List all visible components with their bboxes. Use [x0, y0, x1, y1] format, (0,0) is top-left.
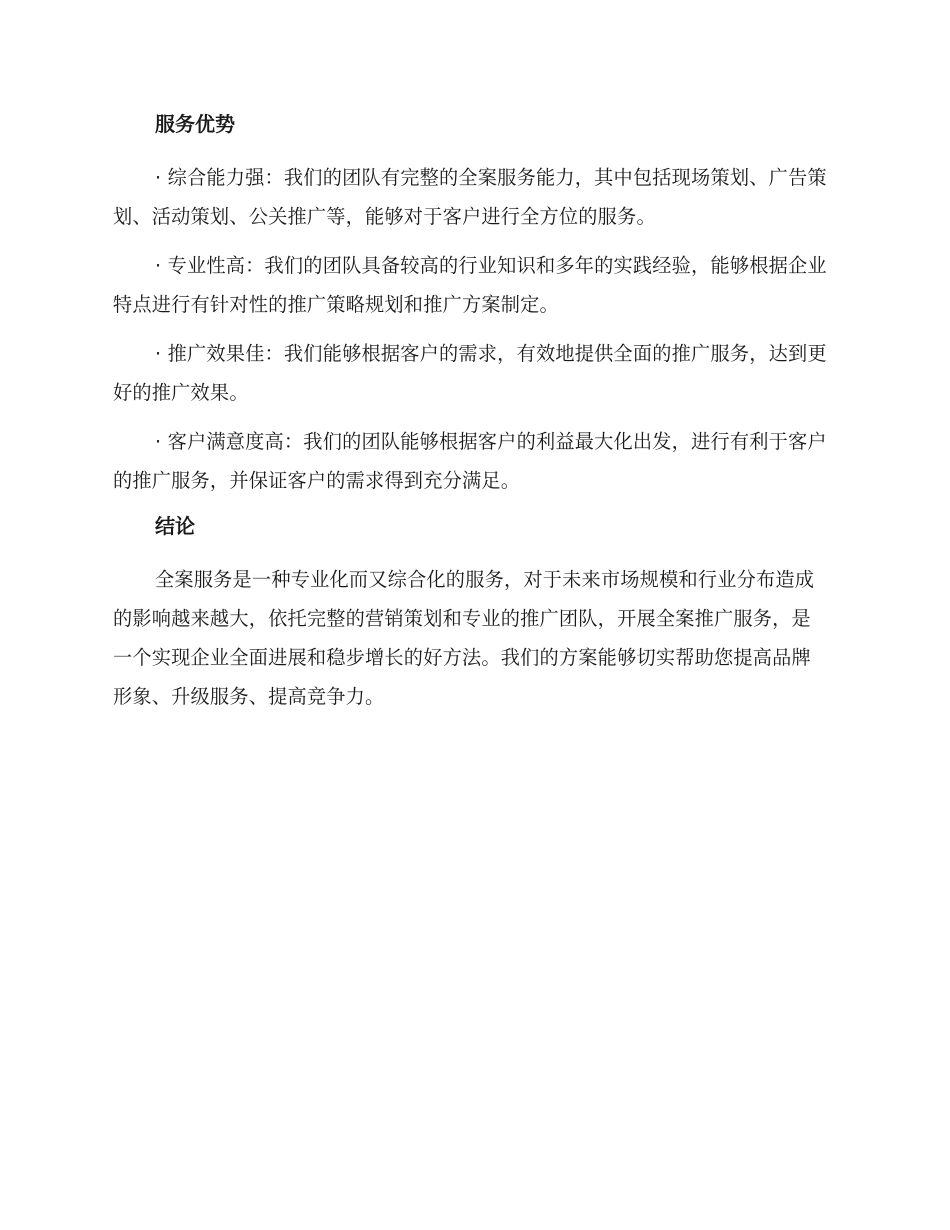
advantage-item-effect: · 推广效果佳：我们能够根据客户的需求，有效地提供全面的推广服务，达到更好的推广效果。: [113, 342, 827, 404]
conclusion-paragraph: 全案服务是一种专业化而又综合化的服务，对于未来市场规模和行业分布造成的影响越来越大，依托完整的营销策划和专业的推广团队，开展全案推广服务，是一个实现企业全面进展和稳步增长的好方法。我们的方案能够切实帮助您提高品牌形象、升级服务、提高竞争力。: [113, 568, 815, 708]
document-content: [113, 108, 829, 716]
section-heading-conclusion: 结论: [155, 514, 195, 538]
advantage-item-professional: · 专业性高：我们的团队具备较高的行业知识和多年的实践经验，能够根据企业特点进行有针对性的推广策略规划和推广方案制定。: [113, 254, 827, 316]
advantage-item-comprehensive: · 综合能力强：我们的团队有完整的全案服务能力，其中包括现场策划、广告策划、活动策划、公关推广等，能够对于客户进行全方位的服务。: [113, 166, 827, 228]
advantage-item-satisfaction: · 客户满意度高：我们的团队能够根据客户的利益最大化出发，进行有利于客户的推广服务，并保证客户的需求得到充分满足。: [113, 430, 827, 492]
section-heading-service-advantages: 服务优势: [155, 112, 235, 136]
